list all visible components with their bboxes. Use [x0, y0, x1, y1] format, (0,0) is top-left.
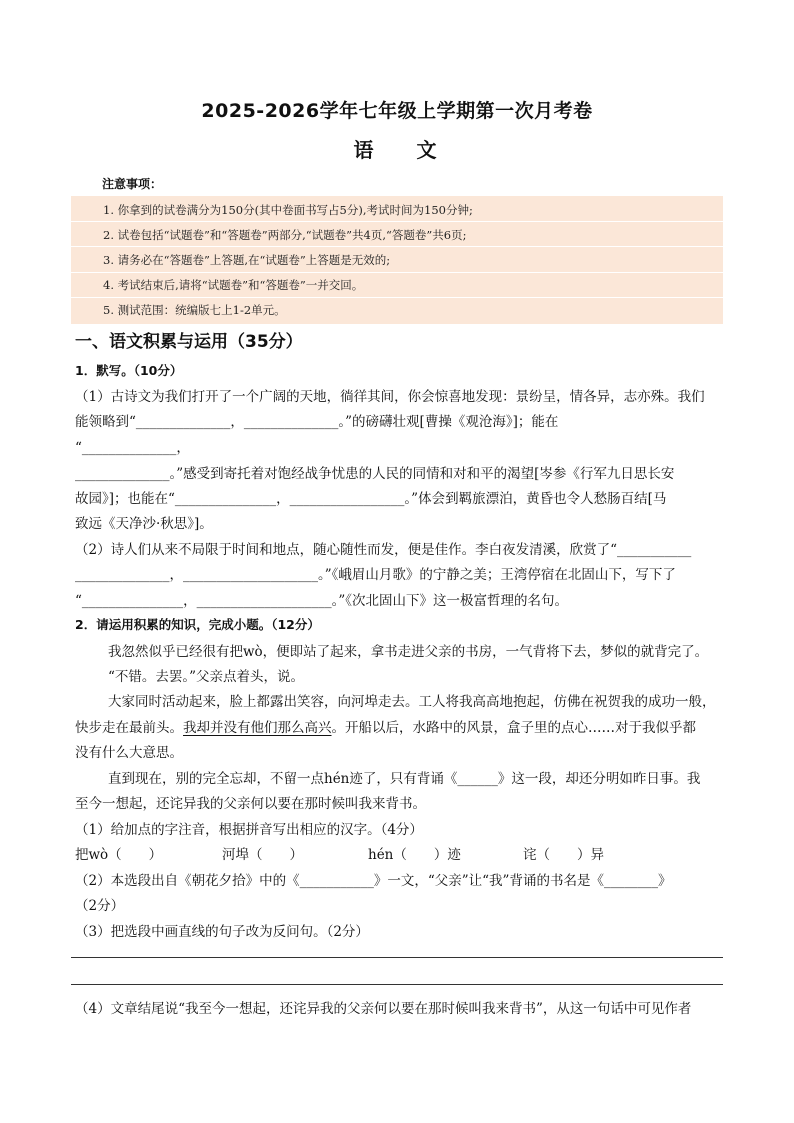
question-text: ______________，____________________。”《峨眉山月歌》的宁静之美；王湾停宿在北固山下，写下了 [75, 567, 676, 583]
question-text: （2）诗人们从来不局限于时间和地点，随心随性而发，便是佳作。李白夜发清溪，欣赏了“___________ [75, 542, 692, 558]
answer-line [71, 984, 723, 985]
divider [71, 297, 723, 298]
passage-text: 。开船以后，水路中的风景，盒子里的点心……对于我似乎都 [331, 720, 696, 736]
underlined-sentence: 我却并没有他们那么高兴 [183, 720, 332, 736]
passage-text: 快步走在最前头。 [75, 720, 183, 736]
question-text: “_______________，____________________。”《次北固山下》这一极富哲理的名句。 [75, 593, 569, 609]
passage-line: 没有什么大意思。 [75, 745, 183, 761]
notice-item: 1. 你拿到的试卷满分为150分(其中卷面书写占5分),考试时间为150分钟; [103, 203, 473, 217]
sub-question: （1）给加点的字注音，根据拼音写出相应的汉字。（4分） [75, 822, 423, 838]
question-text: 故园》]；也能在“_______________，_________________。”体会到羁旅漂泊，黄昏也令人愁肠百结[马 [75, 491, 667, 507]
sub-question: （2）本选段出自《朝花夕拾》中的《___________》一文，“父亲”让“我”背诵的书名是《________》 [75, 873, 672, 889]
notice-item: 5. 测试范围：统编版七上1-2单元。 [103, 303, 286, 317]
notice-item: 4. 考试结束后,请将“试题卷”和“答题卷”一并交回。 [103, 278, 364, 292]
passage-line: 至今一想起，还诧异我的父亲何以要在那时候叫我来背书。 [75, 796, 426, 812]
question-text: （1）古诗文为我们打开了一个广阔的天地，徜徉其间，你会惊喜地发现：景纷呈，情各异，志亦殊。我们 [75, 389, 705, 405]
notice-heading: 注意事项： [102, 177, 163, 191]
question-text: 能领略到“______________，______________。”的磅礴壮观[曹操《观沧海》]；能在 [75, 414, 559, 430]
passage-line: “不错。去罢。”父亲点着头，说。 [108, 669, 305, 685]
passage-line: 直到现在，别的完全忘却，不留一点hén迹了，只有背诵《______》这一段，却还分明如昨日事。我 [108, 771, 701, 787]
subject-title: 语 文 [353, 138, 455, 162]
divider [71, 246, 723, 247]
fill-blank: 把wò（ ） [75, 847, 163, 863]
notice-box [71, 196, 723, 324]
sub-question: （4）文章结尾说“我至今一想起，还诧异我的父亲何以要在那时候叫我来背书”，从这一句话中可见作者 [75, 1001, 692, 1017]
question-heading: 2．请运用积累的知识，完成小题。（12分） [75, 617, 320, 632]
answer-line [71, 957, 723, 958]
divider [71, 272, 723, 273]
fill-blank: 河埠（ ） [222, 847, 303, 863]
divider [71, 221, 723, 222]
passage-line: 我忽然似乎已经很有把wò，便即站了起来，拿书走进父亲的书房，一气背将下去，梦似的就背完了。 [108, 644, 709, 660]
question-text: ______________。”感受到寄托着对饱经战争忧患的人民的同情和对和平的渴望[岑参《行军九日思长安 [75, 466, 675, 482]
passage-line [75, 716, 696, 736]
notice-item: 3. 请务必在“答题卷”上答题,在“试题卷”上答题是无效的; [103, 253, 391, 267]
exam-title: 2025-2026学年七年级上学期第一次月考卷 [201, 100, 593, 122]
notice-item: 2. 试卷包括“试题卷”和“答题卷”两部分,“试题卷”共4页,“答题卷”共6页; [103, 228, 467, 242]
sub-question: （3）把选段中画直线的句子改为反问句。（2分） [75, 924, 369, 940]
question-text: “______________， [75, 440, 190, 456]
fill-blank: hén（ ）迹 [368, 847, 461, 863]
question-text: 致远《天净沙·秋思》]。 [75, 516, 213, 532]
fill-blank: 诧（ ）异 [523, 847, 604, 863]
passage-line: 大家同时活动起来，脸上都露出笑容，向河埠走去。工人将我高高地抱起，仿佛在祝贺我的成功一般， [108, 694, 716, 710]
question-heading: 1．默写。（10分） [75, 363, 183, 378]
section-heading: 一、语文积累与运用（35分） [75, 332, 303, 352]
sub-question: （2分） [75, 898, 125, 914]
